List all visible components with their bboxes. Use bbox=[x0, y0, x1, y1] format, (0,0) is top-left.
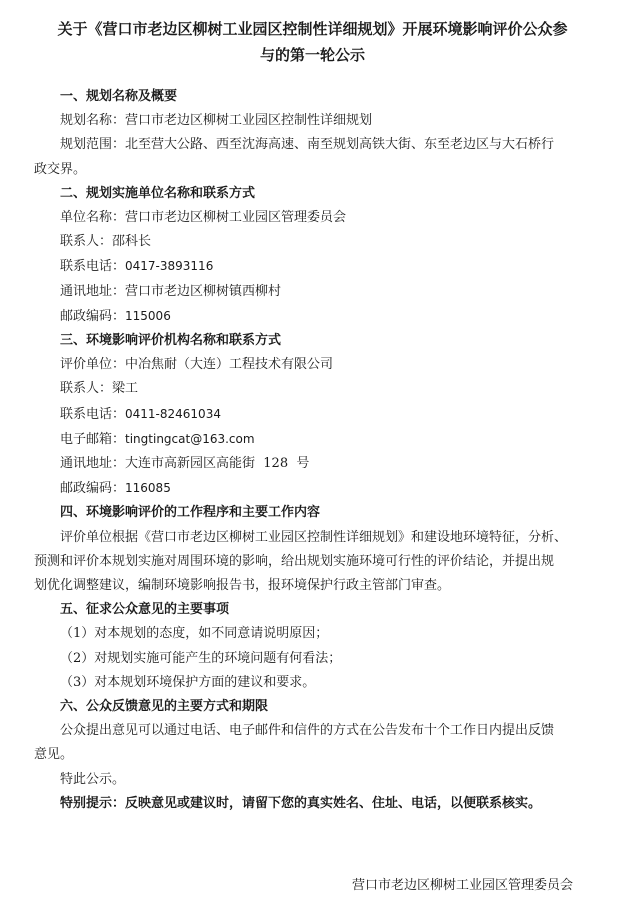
implementer-postcode-value: 115006 bbox=[125, 308, 171, 323]
workflow-para-line-2: 预测和评价本规划实施对周围环境的影响，给出规划实施环境可行性的评价结论，并提出规 bbox=[34, 553, 555, 569]
implementer-address-value: 营口市老边区柳树镇西柳村 bbox=[125, 283, 282, 299]
implementer-address-label: 通讯地址： bbox=[60, 283, 126, 299]
section-3-heading: 三、环境影响评价机构名称和联系方式 bbox=[60, 333, 282, 349]
evaluator-unit-label: 评价单位： bbox=[60, 357, 126, 373]
evaluator-email-line bbox=[34, 427, 591, 452]
implementer-phone-label: 联系电话： bbox=[60, 259, 126, 275]
section-1-heading: 一、规划名称及概要 bbox=[60, 89, 178, 104]
evaluator-address-label: 通讯地址： bbox=[60, 456, 126, 472]
section-4-heading: 四、环境影响评价的工作程序和主要工作内容 bbox=[60, 505, 321, 521]
issuer-signature: 营口市老边区柳树工业园区管理委员会 bbox=[351, 878, 573, 893]
document-title bbox=[34, 16, 591, 68]
implementer-contact-label: 联系人： bbox=[60, 234, 113, 250]
evaluator-email-label: 电子邮箱： bbox=[60, 431, 126, 447]
evaluator-contact-line bbox=[34, 377, 591, 401]
special-tip-line: 特别提示：反映意见或建议时，请留下您的真实姓名、住址、电话，以便联系核实。 bbox=[60, 795, 542, 811]
document-body bbox=[34, 85, 591, 816]
evaluator-postcode-line bbox=[34, 476, 591, 501]
evaluator-address-line bbox=[34, 452, 591, 476]
implementer-address-line bbox=[34, 280, 591, 304]
title-line-1: 关于《营口市老边区柳树工业园区控制性详细规划》开展环境影响评价公众参 bbox=[57, 20, 568, 38]
implementer-unit-value: 营口市老边区柳树工业园区管理委员会 bbox=[125, 210, 347, 226]
evaluator-unit-value: 中冶焦耐（大连）工程技术有限公司 bbox=[125, 357, 334, 373]
implementer-phone-value: 0417-3893116 bbox=[125, 259, 214, 274]
evaluator-address-value: 大连市高新园区高能街 128 号 bbox=[125, 456, 310, 472]
notice-line: 特此公示。 bbox=[60, 771, 126, 787]
implementer-unit-label: 单位名称： bbox=[60, 210, 126, 226]
implementer-contact-line bbox=[34, 230, 591, 254]
evaluator-email-value: tingtingcat@163.com bbox=[125, 431, 255, 446]
implementer-postcode-line bbox=[34, 304, 591, 329]
workflow-para-line-3: 划优化调整建议，编制环境影响报告书，报环境保护行政主管部门审查。 bbox=[34, 578, 451, 594]
opinion-item-2: （2）对规划实施可能产生的环境问题有何看法； bbox=[60, 650, 342, 666]
implementer-contact-value: 邵科长 bbox=[112, 234, 152, 250]
evaluator-unit-line bbox=[34, 353, 591, 377]
evaluator-contact-value: 梁工 bbox=[112, 381, 139, 397]
evaluator-phone-value: 0411-82461034 bbox=[125, 406, 221, 421]
evaluator-postcode-label: 邮政编码： bbox=[60, 481, 126, 497]
feedback-para-line-1: 公众提出意见可以通过电话、电子邮件和信件的方式在公告发布十个工作日内提出反馈 bbox=[60, 723, 555, 739]
evaluator-phone-line bbox=[34, 402, 591, 427]
opinion-item-1: （1）对本规划的态度，如不同意请说明原因； bbox=[60, 626, 329, 642]
title-line-2: 与的第一轮公示 bbox=[259, 46, 365, 64]
evaluator-postcode-value: 116085 bbox=[125, 481, 171, 496]
section-2-heading: 二、规划实施单位名称和联系方式 bbox=[60, 185, 256, 201]
workflow-para-line-1: 评价单位根据《营口市老边区柳树工业园区控制性详细规划》和建设地环境特征，分析、 bbox=[60, 529, 568, 545]
implementer-phone-line bbox=[34, 254, 591, 279]
section-6-heading: 六、公众反馈意见的主要方式和期限 bbox=[60, 699, 269, 715]
implementer-unit-line bbox=[34, 206, 591, 230]
opinion-item-3: （3）对本规划环境保护方面的建议和要求。 bbox=[60, 674, 316, 690]
section-5-heading: 五、征求公众意见的主要事项 bbox=[60, 602, 230, 618]
plan-scope-line-1: 规划范围：北至营大公路、西至沈海高速、南至规划高铁大街、东至老边区与大石桥行 bbox=[60, 137, 555, 153]
plan-scope-line-2: 政交界。 bbox=[34, 161, 87, 177]
plan-name-line: 规划名称：营口市老边区柳树工业园区控制性详细规划 bbox=[60, 113, 373, 129]
feedback-para-line-2: 意见。 bbox=[34, 747, 74, 763]
implementer-postcode-label: 邮政编码： bbox=[60, 308, 126, 324]
evaluator-phone-label: 联系电话： bbox=[60, 406, 126, 422]
evaluator-contact-label: 联系人： bbox=[60, 381, 113, 397]
